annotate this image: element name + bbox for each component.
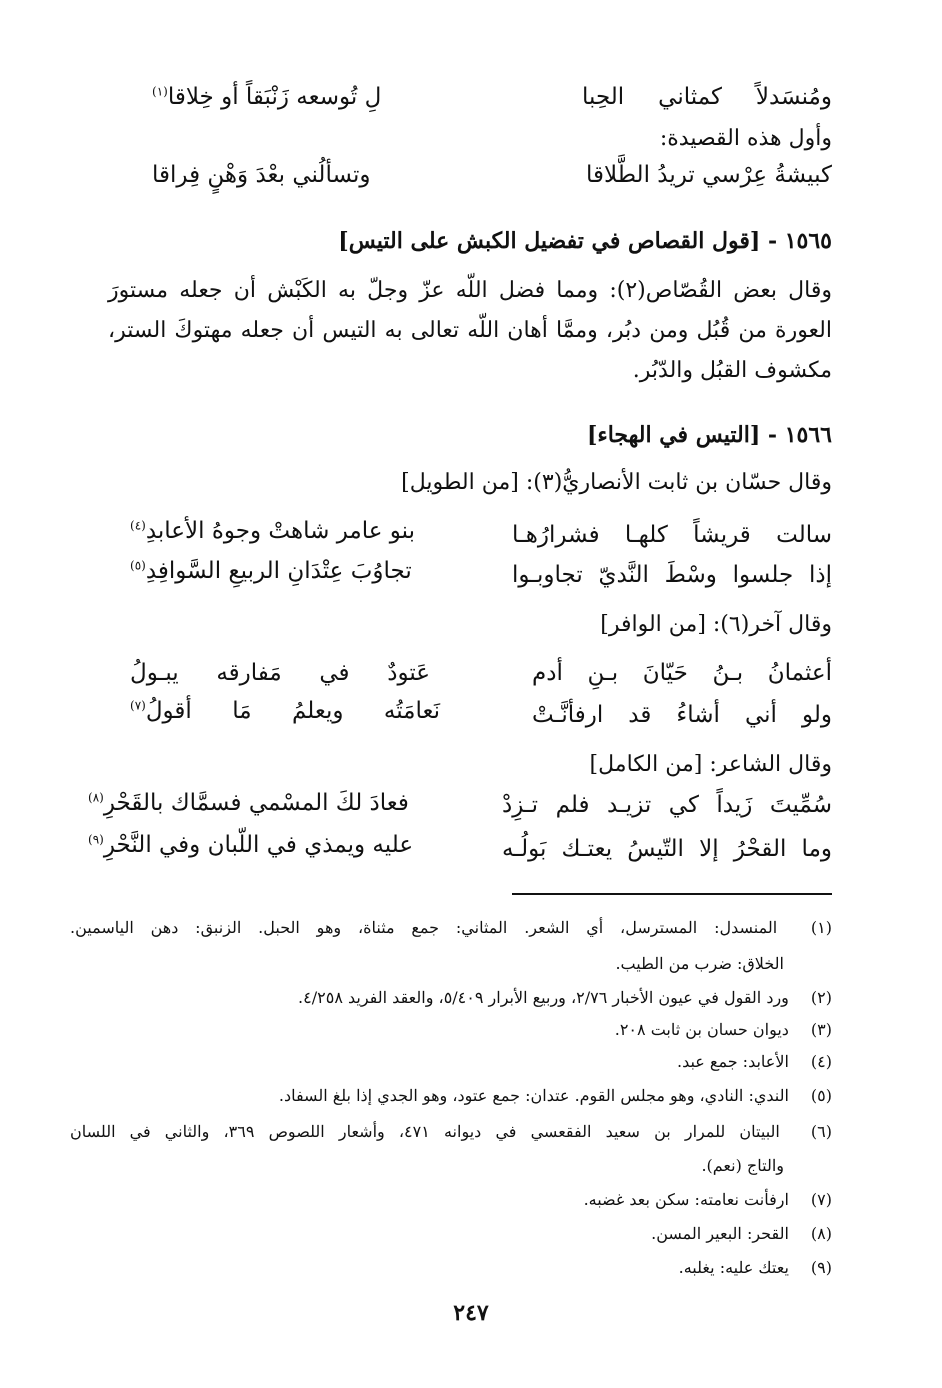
poem-intro: وقال حسّان بن ثابت الأنصاريُّ(٣): [من الطويل]: [401, 470, 832, 495]
footnote-5: [279, 1086, 832, 1105]
verse-hemistich-right: ومُنسَدلاً كمثاني الحِبا: [582, 84, 832, 110]
footnote-text: ورد القول في عيون الأخبار ٢/٧٦، وربيع الأبرار ٥/٤٠٩، والعقد الفريد ٤/٢٥٨.: [298, 988, 789, 1007]
poem-intro: وقال الشاعر: [من الكامل]: [589, 752, 832, 777]
verse-hemistich-right: وما القحْرُ إلا التّيسُ يعتـك بَولُـه: [502, 836, 832, 862]
verse-hemistich-left: [88, 832, 413, 858]
prose-line: العورة من قُبُل ومن دبُر، وممَّا أهان اللّه تعالى به التيس أن جعله مهتوكَ الستر،: [108, 318, 832, 343]
poem-intro: وقال آخر(٦): [من الوافر]: [600, 612, 832, 637]
footnote-text: يعتك عليه: يغلبه.: [678, 1258, 789, 1277]
footnote-number: (٦): [810, 1122, 832, 1141]
footnote-1-continued: الخلاق: ضرب من الطيب.: [615, 954, 784, 973]
prose-line: وقال بعض القُصّاص(٢): ومما فضل اللّه عزّ وجلّ به الكَبْش أن جعله مستورَ: [108, 278, 832, 303]
footnote-text: البيتان للمرار بن سعيد الفقعسي في ديوانه ٤٧١، وأشعار اللصوص ٣٦٩، والثاني في اللسان: [70, 1122, 780, 1141]
footnote-text: الأعابد: جمع عبد.: [676, 1052, 789, 1071]
footnote-divider: [512, 893, 832, 895]
footnote-number: (٧): [810, 1190, 832, 1209]
footnote-number: (١): [810, 918, 832, 937]
footnote-8: [651, 1224, 832, 1243]
footnote-ref: (٥): [130, 558, 146, 573]
verse-hemistich-right: ولو أني أشاءُ قد ارفأنَّـتْ: [532, 702, 832, 728]
verse-hemistich-left: [130, 558, 412, 584]
footnote-number: (٨): [810, 1224, 832, 1243]
footnote-text: الندي: النادي، وهو مجلس القوم. عتدان: جمع عتود، وهو الجدي إذا بلغ السفاد.: [278, 1086, 789, 1105]
verse-text: بنو عامر شاهتْ وجوهُ الأعابدِ: [145, 518, 415, 544]
footnote-4: [677, 1052, 832, 1071]
footnote-number: (٤): [810, 1052, 832, 1071]
footnote-ref: (٩): [88, 832, 104, 847]
footnote-number: (٢): [810, 988, 832, 1007]
footnote-6: [70, 1122, 832, 1141]
footnote-7: [584, 1190, 832, 1209]
section-heading-1566: ١٥٦٦ - [التيس في الهجاء]: [586, 422, 832, 448]
footnote-3: [615, 1020, 832, 1039]
verse-hemistich-left: [88, 790, 409, 816]
verse-hemistich-left: عَتودٌ في مَفارقه يبـولُ: [130, 660, 430, 686]
footnote-number: (٩): [810, 1258, 832, 1277]
footnote-ref: (٨): [88, 790, 104, 805]
footnote-text: المنسدل: المسترسل، أي الشعر. المثاني: جمع مثناة، وهو الحبل. الزنبق: دهن الياسمين.: [70, 918, 778, 937]
footnote-ref: (٧): [130, 698, 146, 713]
verse-hemistich-left: [152, 84, 381, 110]
footnote-1: [70, 918, 832, 937]
footnote-ref: (٤): [130, 518, 146, 533]
intro-line: وأول هذه القصيدة:: [659, 126, 832, 151]
footnote-6-continued: والتاج (نعم).: [701, 1156, 784, 1175]
verse-text: فعادَ لكَ المسْمي فسمَّاك بالقَحْرِ: [103, 790, 409, 816]
verse-hemistich-left: [130, 698, 440, 724]
verse-hemistich-left: وتسألُني بعْدَ وَهْنٍ فِراقا: [152, 162, 371, 188]
verse-text: نَعامَتُه ويعلمُ مَا أقولُ: [145, 698, 440, 724]
verse-hemistich-right: سالت قريشاً كلهـا فشرارُهـا: [512, 522, 832, 548]
verse-text: تجاوُبَ عِتْدَانِ الربيعِ السَّوافِدِ: [145, 558, 412, 584]
verse-hemistich-left: [130, 518, 415, 544]
section-heading-1565: ١٥٦٥ - [قول القصاص في تفضيل الكبش على التيس]: [338, 228, 832, 254]
prose-line: مكشوف القبُل والدّبُر.: [632, 358, 832, 383]
verse-hemistich-right: أعثمانُ بـنُ حَيّانَ بـنِ أدم: [532, 660, 832, 686]
verse-hemistich-right: كبيشةُ عِرْسي تريدُ الطَّلاقا: [585, 162, 832, 188]
footnote-text: ارفأنت نعامته: سكن بعد غضبه.: [583, 1190, 789, 1209]
footnote-ref: (١): [152, 84, 168, 99]
footnote-text: ديوان حسان بن ثابت ٢٠٨.: [614, 1020, 789, 1039]
verse-text: لِ تُوسعه زَنْبَقاً أو خِلاقا: [167, 84, 382, 110]
verse-hemistich-right: سُمِّيتَ زَيداً كي تزيـد فلم تـزِدْ: [502, 792, 832, 818]
footnote-text: القحر: البعير المسن.: [651, 1224, 789, 1243]
page-number: ٢٤٧: [453, 1300, 489, 1326]
footnote-number: (٣): [810, 1020, 832, 1039]
verse-hemistich-right: إذا جلسوا وسْطَ النَّديّ تجاوبـوا: [512, 562, 832, 588]
footnote-9: [679, 1258, 832, 1277]
footnote-number: (٥): [810, 1086, 832, 1105]
footnote-2: [298, 988, 832, 1007]
verse-text: عليه ويمذي في اللّبان وفي النَّحْرِ: [103, 832, 414, 858]
